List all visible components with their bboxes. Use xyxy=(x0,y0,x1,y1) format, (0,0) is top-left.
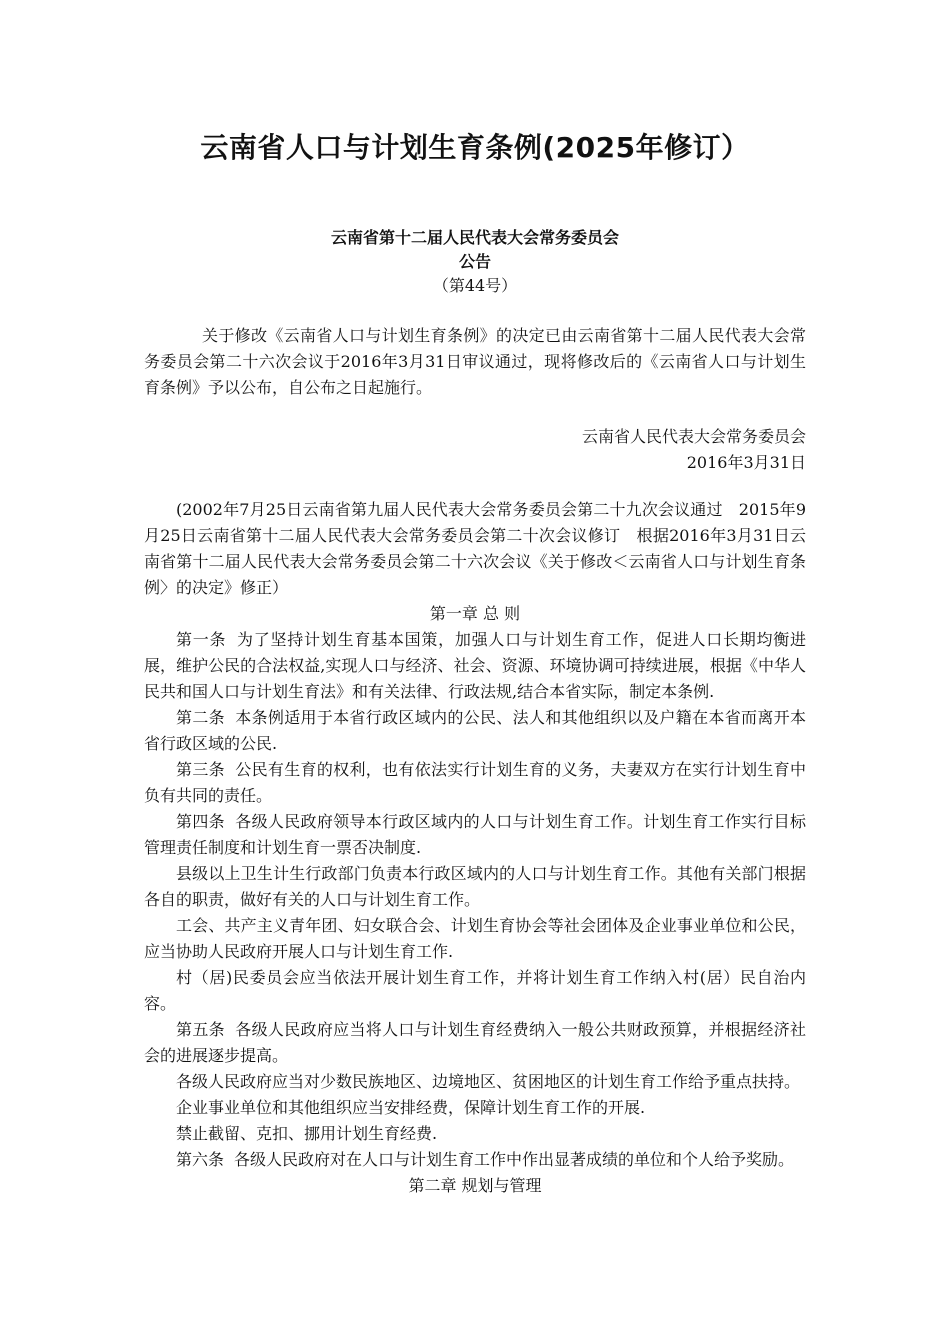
article-4-paragraph-2: 县级以上卫生计生行政部门负责本行政区域内的人口与计划生育工作。其他有关部门根据各自的职责，做好有关的人口与计划生育工作。 xyxy=(144,864,806,909)
article-2-text: 本条例适用于本省行政区域内的公民、法人和其他组织以及户籍在本省而离开本省行政区域的公民. xyxy=(144,708,806,753)
regulation-body xyxy=(144,497,806,1199)
article-5-text: 各级人民政府应当将人口与计划生育经费纳入一般公共财政预算，并根据经济社会的进展逐步提高。 xyxy=(144,1020,806,1065)
announcement-signature: 云南省人民代表大会常务委员会 xyxy=(581,427,806,446)
article-4-number: 第四条 xyxy=(176,812,225,831)
chapter-1-heading: 第一章 总 则 xyxy=(429,604,521,623)
article-5-paragraph-3: 企业事业单位和其他组织应当安排经费，保障计划生育工作的开展. xyxy=(176,1098,646,1117)
announcement-body-block xyxy=(144,323,806,401)
announcement-date: 2016年3月31日 xyxy=(686,453,806,472)
article-4 xyxy=(144,809,806,861)
article-1-number: 第一条 xyxy=(176,630,227,649)
article-3-number: 第三条 xyxy=(176,760,225,779)
document-title: 云南省人口与计划生育条例(2025年修订） xyxy=(200,131,750,164)
article-5-paragraph-4: 禁止截留、克扣、挪用计划生育经费. xyxy=(176,1124,438,1143)
article-2-number: 第二条 xyxy=(176,708,225,727)
announcement-type: 公告 xyxy=(458,252,491,271)
article-6-number: 第六条 xyxy=(176,1150,225,1169)
article-1-text: 为了坚持计划生育基本国策，加强人口与计划生育工作，促进人口长期均衡进展，维护公民的合法权益,实现人口与经济、社会、资源、环境协调可持续进展，根据《中华人民共和国人口与计划生育法》和有关法律、行政法规,结合本省实际，制定本条例. xyxy=(144,630,806,701)
article-3-text: 公民有生育的权利，也有依法实行计划生育的义务，夫妻双方在实行计划生育中负有共同的责任。 xyxy=(144,760,806,805)
article-4-text: 各级人民政府领导本行政区域内的人口与计划生育工作。计划生育工作实行目标管理责任制度和计划生育一票否决制度. xyxy=(144,812,806,857)
article-1 xyxy=(144,627,806,705)
article-6 xyxy=(144,1147,806,1173)
chapter-2-heading: 第二章 规划与管理 xyxy=(408,1176,542,1195)
article-2 xyxy=(144,705,806,757)
article-4-paragraph-3: 工会、共产主义青年团、妇女联合会、计划生育协会等社会团体及企业事业单位和公民，应当协助人民政府开展人口与计划生育工作. xyxy=(144,916,806,961)
history-note: (2002年7月25日云南省第九届人民代表大会常务委员会第二十九次会议通过 2015年9月25日云南省第十二届人民代表大会常务委员会第二十次会议修订 根据2016年3月31日云南省第十二届人民代表大会常务委员会第二十六次会议《关于修改＜云南省人口与计划生育条例〉的决定》修正） xyxy=(144,500,806,597)
announcement-issuer: 云南省第十二届人民代表大会常务委员会 xyxy=(330,228,619,247)
article-6-text: 各级人民政府对在人口与计划生育工作中作出显著成绩的单位和个人给予奖励。 xyxy=(234,1150,795,1169)
announcement-body: 关于修改《云南省人口与计划生育条例》的决定已由云南省第十二届人民代表大会常务委员会第二十六次会议于2016年3月31日审议通过，现将修改后的《云南省人口与计划生育条例》予以公布，自公布之日起施行。 xyxy=(144,326,806,397)
article-5-paragraph-2: 各级人民政府应当对少数民族地区、边境地区、贫困地区的计划生育工作给予重点扶持。 xyxy=(176,1072,801,1091)
article-5-number: 第五条 xyxy=(176,1020,225,1039)
article-3 xyxy=(144,757,806,809)
article-5 xyxy=(144,1017,806,1069)
announcement-number: （第44号） xyxy=(432,276,518,295)
article-4-paragraph-4: 村（居)民委员会应当依法开展计划生育工作，并将计划生育工作纳入村(居）民自治内容。 xyxy=(144,968,806,1013)
